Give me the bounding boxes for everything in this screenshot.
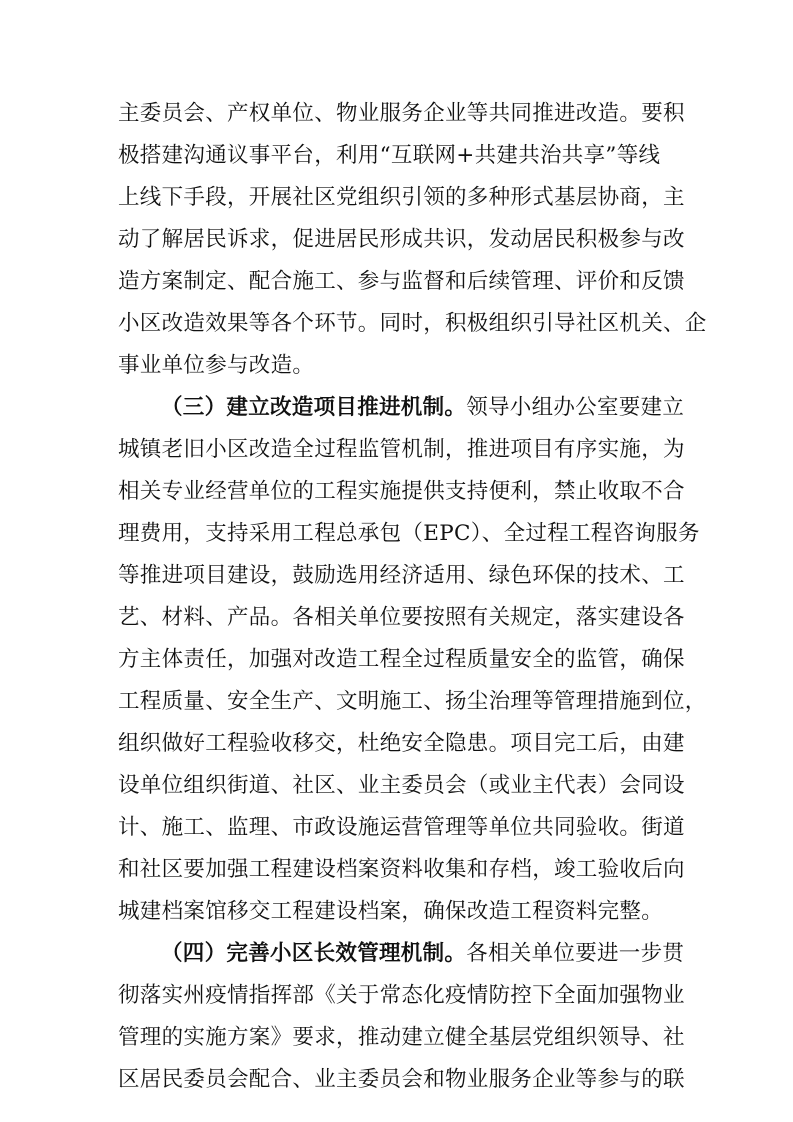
paragraph-line: 相关专业经营单位的工程实施提供支持便利，禁止收取不合 bbox=[118, 479, 685, 504]
paragraph-line: 主委员会、产权单位、物业服务企业等共同推进改造。要积 bbox=[118, 101, 685, 126]
paragraph-line: 城镇老旧小区改造全过程监管机制，推进项目有序实施，为 bbox=[118, 437, 685, 462]
paragraph-line: 工程质量、安全生产、文明施工、扬尘治理等管理措施到位， bbox=[118, 689, 707, 714]
paragraph-line: 极搭建沟通议事平台，利用“互联网+共建共治共享”等线 bbox=[118, 143, 661, 168]
paragraph-line: 区居民委员会配合、业主委员会和物业服务企业等参与的联 bbox=[118, 1067, 685, 1092]
section-heading-line bbox=[161, 940, 685, 968]
paragraph-line: 艺、材料、产品。各相关单位要按照有关规定，落实建设各 bbox=[118, 605, 685, 630]
paragraph-line: 计、施工、监理、市政设施运营管理等单位共同验收。街道 bbox=[118, 815, 685, 840]
paragraph-line: 等推进项目建设，鼓励选用经济适用、绿色环保的技术、工 bbox=[118, 563, 685, 588]
paragraph-line: 组织做好工程验收移交，杜绝安全隐患。项目完工后，由建 bbox=[118, 731, 685, 756]
paragraph-line: 上线下手段，开展社区党组织引领的多种形式基层协商，主 bbox=[118, 185, 685, 210]
paragraph-line: 管理的实施方案》要求，推动建立健全基层党组织领导、社 bbox=[118, 1025, 685, 1050]
paragraph-line: 城建档案馆移交工程建设档案，确保改造工程资料完整。 bbox=[118, 899, 664, 924]
paragraph-line: 彻落实州疫情指挥部《关于常态化疫情防控下全面加强物业 bbox=[118, 983, 685, 1008]
section-heading-text: 领导小组办公室要建立 bbox=[466, 395, 685, 420]
paragraph-line: 方主体责任，加强对改造工程全过程质量安全的监管，确保 bbox=[118, 647, 685, 672]
section-heading-line bbox=[161, 394, 685, 422]
paragraph-line: 小区改造效果等各个环节。同时，积极组织引导社区机关、企 bbox=[118, 311, 707, 336]
paragraph-line: 和社区要加强工程建设档案资料收集和存档，竣工验收后向 bbox=[118, 857, 685, 882]
paragraph-line: 造方案制定、配合施工、参与监督和后续管理、评价和反馈 bbox=[118, 269, 685, 294]
section-heading-text: 各相关单位要进一步贯 bbox=[466, 941, 685, 966]
section-heading: （四）完善小区长效管理机制。 bbox=[161, 941, 467, 966]
paragraph-line: 事业单位参与改造。 bbox=[118, 353, 315, 378]
paragraph-line: 设单位组织街道、社区、业主委员会（或业主代表）会同设 bbox=[118, 773, 685, 798]
paragraph-line: 动了解居民诉求，促进居民形成共识，发动居民积极参与改 bbox=[118, 227, 685, 252]
paragraph-line: 理费用，支持采用工程总承包（EPC）、全过程工程咨询服务 bbox=[118, 521, 700, 546]
section-heading: （三）建立改造项目推进机制。 bbox=[161, 395, 467, 420]
